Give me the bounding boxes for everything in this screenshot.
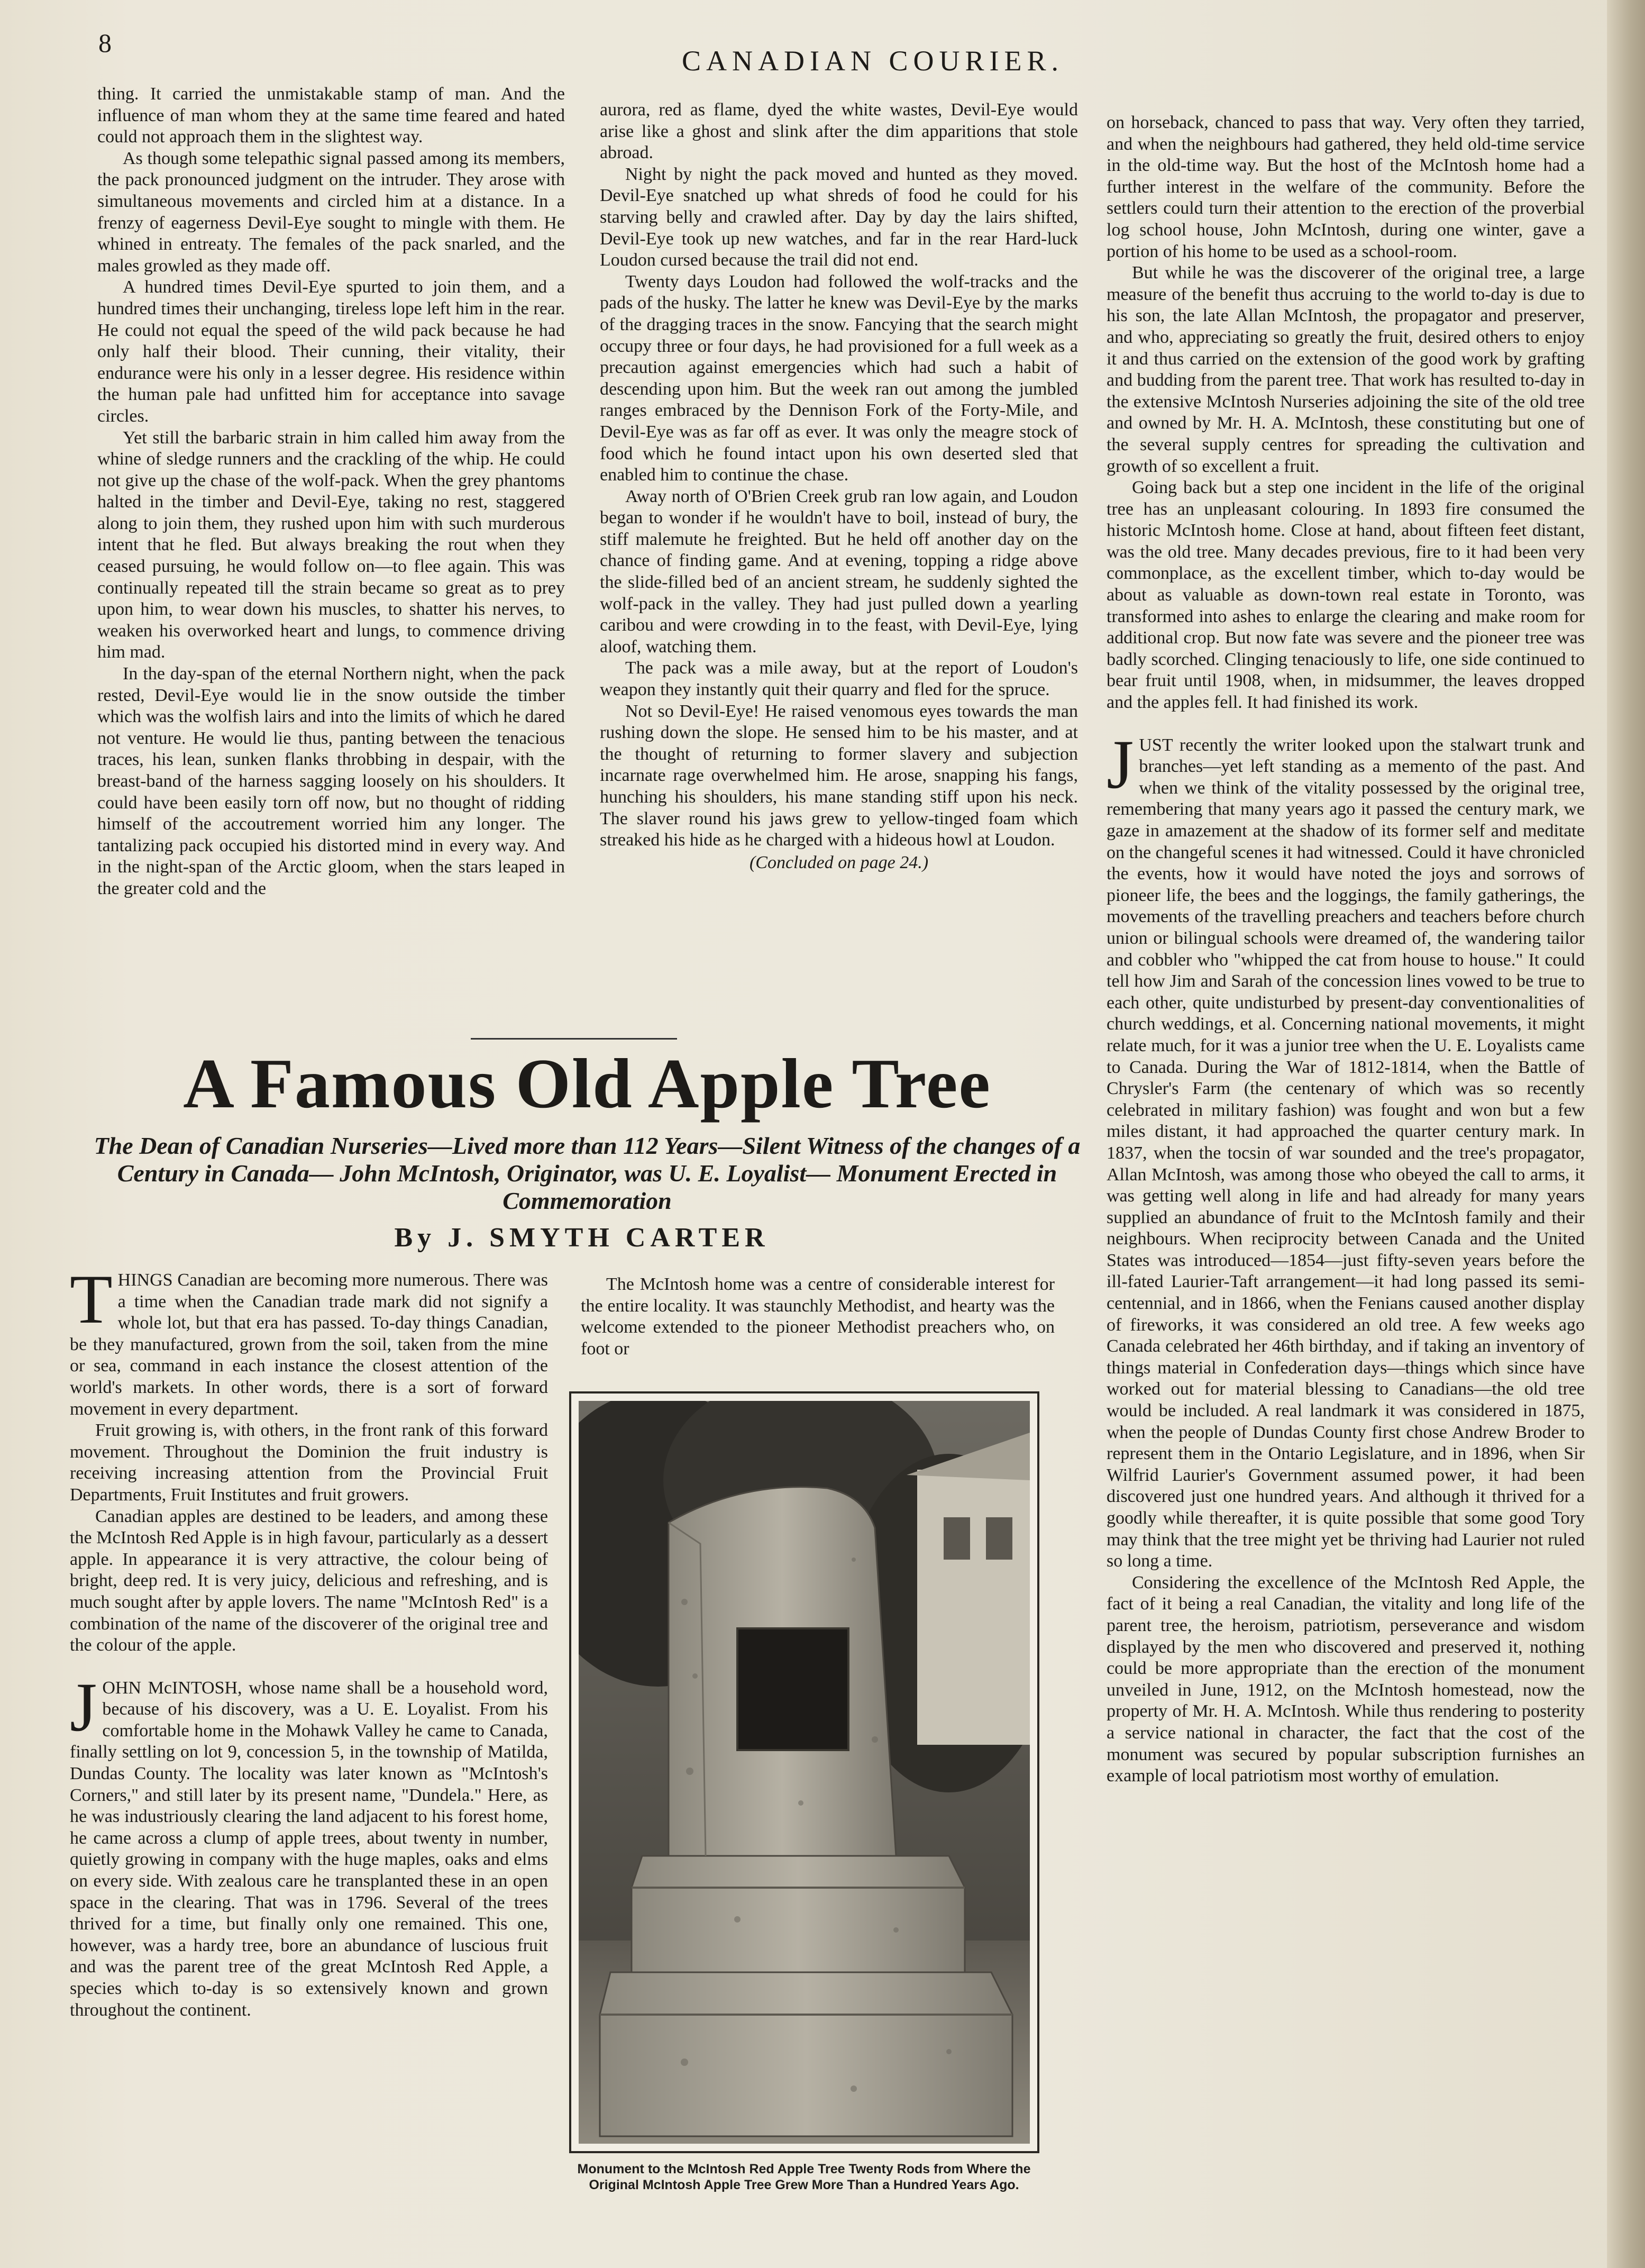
paragraph: JOHN McINTOSH, whose name shall be a household word, because of his discovery, was a U. E. Loyalist. From his comfortable home in the Mohawk Valley he came to Canada, finally settling on lot 9, concession 5, in the township of Matilda, Dundas County. The locality was later known as "McIntosh's Corners," and still later by its present name, "Dundela." Here, as he was industriously clearing the land adjacent to his forest home, he came across a clump of apple trees, about twenty in number, quietly growing in company with the huge maples, oaks and elms on every side. With zealous care he transplanted these in an open space in the clearing. That was in 1796. Several of the trees thrived for a time, but finally only one remained. This one, however, was a hardy tree, bore an abundance of luscious fruit and was the parent tree of the great McIntosh Red Apple, a species which to-day is so extensively known and grown throughout the continent. (70, 1668, 548, 2020)
paragraph: Canadian apples are destined to be leaders, and among these the McIntosh Red Apple is in high favour, particularly as a dessert apple. In appearance it is very attractive, the colour being of bright, deep red. It is very juicy, delicious and refreshing, and is much sought after by apple lovers. The name "McIntosh Red" is a combination of the name of the discoverer of the original tree and the colour of the apple. (70, 1506, 548, 1655)
page-binding-edge (1607, 0, 1645, 2268)
paragraph: But while he was the discoverer of the original tree, a large measure of the benefit thus accruing to the world to-day is due to his son, the late Allan McIntosh, the propagator and preserver, and who, appreciating so greatly the fruit, desired others to enjoy it and thus carried on the extension of the good work by grafting and budding from the parent tree. That work has resulted to-day in the extensive McIntosh Nurseries adjoining the site of the old tree and owned by Mr. H. A. McIntosh, these constituting but one of the several supply centres for spreading the cultivation and growth of so excellent a fruit. (1107, 263, 1585, 476)
paragraph: Considering the excellence of the McIntosh Red Apple, the fact of it being a real Canadian, the vitality and long life of the parent tree, the heroism, patriotism, perseverance and wisdom displayed by the men who discovered and preserved it, nothing could be more appropriate than the erection of the monument unveiled in June, 1912, on the McIntosh homestead, now the property of Mr. H. A. McIntosh. While thus rendering to posterity a service national in character, the fact that the cost of the monument was secured by popular subscription furnishes an example of local patriotism most worthy of emulation. (1107, 1572, 1585, 1786)
paragraph: aurora, red as flame, dyed the white wastes, Devil-Eye would arise like a ghost and slink after the dim apparitions that stole abroad. (600, 100, 1078, 163)
monument-photo (569, 1391, 1039, 2153)
paragraph: The pack was a mile away, but at the report of Loudon's weapon they instantly quit their quarry and fled for the spruce. (600, 658, 1078, 700)
paragraph: In the day-span of the eternal Northern night, when the pack rested, Devil-Eye would lie in the snow outside the timber which was the wolfish lairs and into the limits of which he dared not venture. He would lie thus, panting between the tenacious traces, his lean, sunken flanks throbbing in despair, with the breast-band of the harness sagging loosely on his shoulders. It could have been easily torn off now, but no thought of ridding himself of the accoutrement worried him any longer. The tantalizing pack occupied his distorted mind in every way. And in the night-span of the Arctic gloom, when the stars leaped in the greater cold and the (97, 664, 565, 898)
article-column-2 (581, 1274, 1055, 1360)
running-head: CANADIAN COURIER. (682, 45, 1064, 77)
paragraph: A hundred times Devil-Eye spurted to join them, and a hundred times their unchanging, tireless lope left him in the rear. He could not equal the speed of the wild pack because he had only half their blood. Their cunning, their vitality, their endurance were his only in a lesser degree. His residence within the human pale had unfitted him for acceptance into savage circles. (97, 277, 565, 426)
article-headline: A Famous Old Apple Tree (183, 1044, 991, 1123)
section-divider (471, 1038, 677, 1040)
paragraph: Yet still the barbaric strain in him called him away from the whine of sledge runners and the crackling of the whip. He could not give up the chase of the wolf-pack. When the grey phantoms halted in the timber and Devil-Eye, taking no rest, staggered along to join them, they rushed upon him with such murderous intent that he fled. But always breaking the rout when they ceased pursuing, he would follow on—to flee again. This was continually repeated till the strain became so great as to prey upon him, to wear down his muscles, to shatter his nerves, to weaken his overworked heart and lungs, to commence driving him mad. (97, 427, 565, 662)
story-column-2 (600, 99, 1078, 873)
photo-caption: Monument to the McIntosh Red Apple Tree Twenty Rods from Where the Original McIntosh Apple Tree Grew More Than a Hundred Years Ago. (577, 2162, 1031, 2192)
paragraph: Going back but a step one incident in the life of the original tree has an unpleasant colouring. In 1893 fire consumed the historic McIntosh home. Close at hand, about fifteen feet distant, was the old tree. Many decades previous, fire to it had been very commonplace, as the excellent timber, which to-day would be about as valuable as down-town real estate in Toronto, was transformed into ashes to enlarge the clearing and make room for additional crop. But now fate was severe and the pioneer tree was badly scorched. Clinging tenaciously to life, one side continued to bear fruit until 1908, when, in midsummer, the leaves dropped and the apples fell. It had finished its work. (1107, 478, 1585, 713)
paragraph: JUST recently the writer looked upon the stalwart trunk and branches—yet left standing as a memento of the past. And when we think of the vitality possessed by the original tree, remembering that many years ago it passed the century mark, we gaze in amazement at the shadow of its former self and meditate on the changeful scenes it had witnessed. Could it have chronicled the events, how it would have noted the joys and sorrows of pioneer life, the bees and the loggings, the family gatherings, the movements of the travelling preachers and teachers before church union or bilingual schools were dreamed of, the wandering tailor and cobbler who "whipped the cat from house to house." It could tell how Jim and Sarah of the concession lines vowed to be true to each other, quite undisturbed by present-day conventionalities of church weddings, et al. Concerning national movements, it might relate much, for it was a junior tree when the U. E. Loyalists came to Canada. During the War of 1812-1814, when the Battle of Chrysler's Farm (the centenary of which was so recently celebrated in military fashion) was fought and won but a few miles distant, it had approached the quarter century mark. In 1837, when the tocsin of war sounded and the tree's propagator, Allan McIntosh, was among those who obeyed the call to arms, it was getting well along in life and had already for many years supplied an abundance of fruit to the McIntosh family and their neighbours. When reciprocity between Canada and the United States was introduced—1854—just fifty-seven years before the ill-fated Laurier-Taft arrangement—it had long passed its semi-centennial, and in 1866, when the Fenians caused another display of fireworks, it was considered an old tree. A few weeks ago Canada celebrated her 46th birthday, and if taking an inventory of things material in Confederation days—things which since have worked out for material blessing to Canadians—the old tree would be included. A real landmark it was considered in 1875, when the people of Dundas County first chose Andrew Broder to represent them in the Ontario Legislature, and in 1896, when Sir Wilfrid Laurier's Government assumed power, it had been discovered just one hundred years. And although it thrived for a goodly while thereafter, it is quite possible that some good Tory may think that the tree might yet be thriving had Laurier not ruled so long a time. (1107, 725, 1585, 1571)
paragraph: Night by night the pack moved and hunted as they moved. Devil-Eye snatched up what shreds of food he could for his starving belly and crawled after. Day by day the lairs shifted, Devil-Eye took up new watches, and far in the rear Hard-luck Loudon cursed because the trail did not end. (600, 164, 1078, 270)
article-byline: By J. SMYTH CARTER (394, 1223, 770, 1253)
paragraph: As though some telepathic signal passed among its members, the pack pronounced judgment on the intruder. They arose with simultaneous movements and circled him at a distance. In a frenzy of eagerness Devil-Eye sought to mingle with them. He whined in entreaty. The females of the pack snarled, and the males growled as they made off. (97, 148, 565, 276)
paragraph: Twenty days Loudon had followed the wolf-tracks and the pads of the husky. The latter he knew was Devil-Eye by the marks of the dragging traces in the snow. Fancying that the search might occupy three or four days, he had provisioned for a full week as a precaution against emergencies which had such a habit of descending upon him. But the week ran out among the jumbled ranges embraced by the Dennison Fork of the Forty-Mile, and Devil-Eye was as far off as ever. It was only the meagre stock of food which he found intact upon his own deserted sled that enabled him to continue the chase. (600, 271, 1078, 485)
paragraph: The McIntosh home was a centre of considerable interest for the entire locality. It was staunchly Methodist, and hearty was the welcome extended to the pioneer Methodist preachers who, on foot or (581, 1274, 1055, 1359)
paragraph: Not so Devil-Eye! He raised venomous eyes towards the man rushing down the slope. He sensed him to be his master, and at the thought of returning to former slavery and subjection incarnate rage overwhelmed him. He arose, snapping his fangs, hunching his shoulders, his mane standing stiff upon his neck. The slaver round his jaws grew to yellow-tinged foam which streaked his hide as he charged with a hideous howl at Loudon. (600, 701, 1078, 850)
article-column-3 (1107, 112, 1585, 1787)
article-column-1 (70, 1260, 548, 2021)
paragraph: Fruit growing is, with others, in the front rank of this forward movement. Throughout the Dominion the fruit industry is receiving increasing attention from the Provincial Fruit Departments, Fruit Institutes and fruit growers. (70, 1420, 548, 1505)
continued-notice: (Concluded on page 24.) (749, 852, 929, 872)
paragraph: THINGS Canadian are becoming more numerous. There was a time when the Canadian trade mark did not signify a whole lot, but that era has passed. To-day things Canadian, be they manufactured, grown from the soil, taken from the mine or sea, command in each instance the closest attention of the world's markets. In other words, there is a sort of forward movement in every department. (70, 1260, 548, 1419)
page-number: 8 (98, 28, 112, 58)
story-column-1 (97, 84, 565, 900)
paragraph: Away north of O'Brien Creek grub ran low again, and Loudon began to wonder if he wouldn't have to boil, instead of bury, the stiff malemute he freighted. But he held off another day on the chance of finding game. And at evening, topping a ridge above the slide-filled bed of an ancient stream, he suddenly sighted the wolf-pack in the valley. They had just pulled down a yearling caribou and were crowding in to the feast, with Devil-Eye, lying aloof, watching them. (600, 486, 1078, 657)
paragraph: on horseback, chanced to pass that way. Very often they tarried, and when the neighbours had gathered, they held old-time service in the old-time way. But the host of the McIntosh home had a further interest in the welfare of the community. Before the settlers could turn their attention to the erection of the proverbial log school house, John McIntosh, during one winter, gave a portion of his home to be used as a school-room. (1107, 113, 1585, 261)
paragraph: thing. It carried the unmistakable stamp of man. And the influence of man whom they at the same time feared and hated could not approach them in the slightest way. (97, 84, 565, 147)
monument-illustration (579, 1401, 1030, 2144)
article-deck: The Dean of Canadian Nurseries—Lived more than 112 Years—Silent Witness of the changes of a Century in Canada— John McIntosh, Originator, was U. E. Loyalist— Monument Erected in Commemoration (94, 1132, 1081, 1214)
